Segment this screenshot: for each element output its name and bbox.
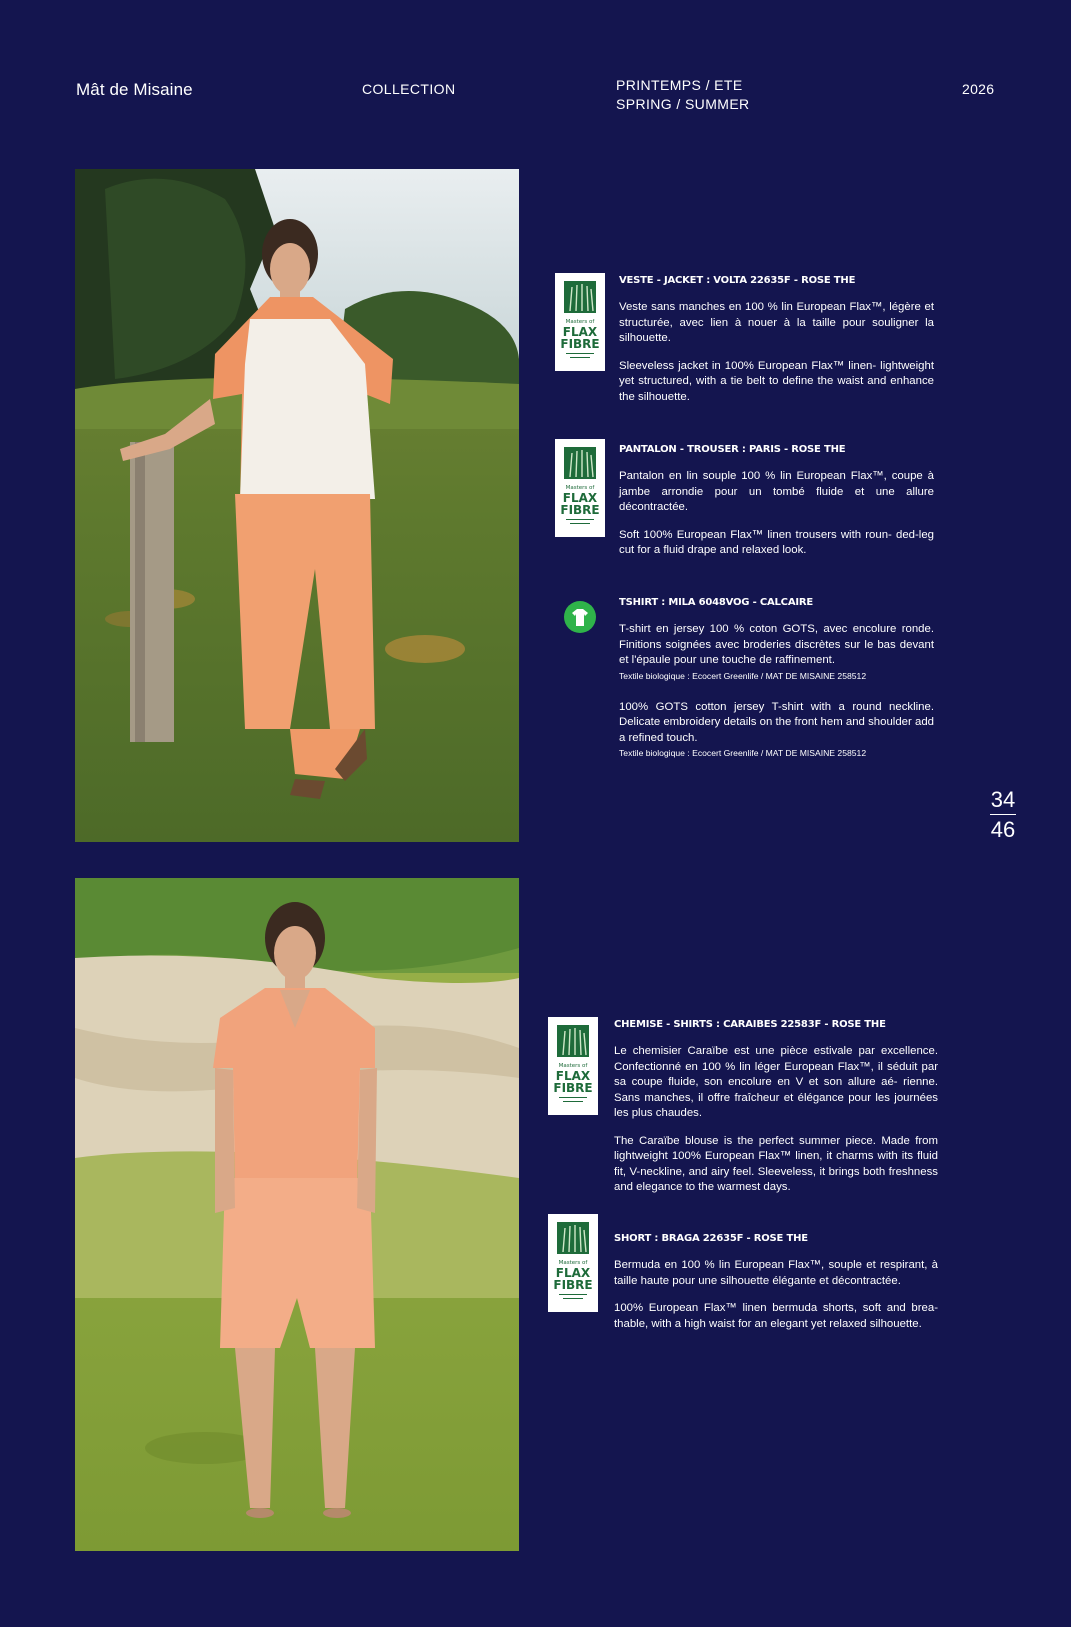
season-label <box>616 76 750 114</box>
brand-name: Mât de Misaine <box>76 80 193 99</box>
flax-line3: FIBRE <box>553 1081 593 1095</box>
page-total: 46 <box>990 817 1016 842</box>
product-description-en: 100% GOTS cotton jersey T-shirt with a round neckline. Delicate embroidery details on the front hem and shoulder add a refined touch. <box>619 700 934 744</box>
flax-fibre-icon <box>560 445 600 531</box>
certification-note-fr: Textile biologique : Ecocert Greenlife / MAT DE MISAINE 258512 <box>619 670 867 681</box>
product-description-en: 100% European Flax™ linen bermuda shorts, soft and brea- thable, with a high waist for an elegant yet relaxed silhouette. <box>614 1302 938 1330</box>
flax-line1: Masters of <box>565 485 595 491</box>
flax-line3: FIBRE <box>553 1278 593 1292</box>
page-number <box>990 787 1016 842</box>
product-tshirt <box>619 597 934 777</box>
page-current: 34 <box>990 787 1016 812</box>
product-title: PANTALON - TROUSER : PARIS - ROSE THE <box>619 444 846 455</box>
flax-line1: Masters of <box>565 319 595 325</box>
flax-fibre-icon <box>553 1023 593 1109</box>
flax-fibre-icon <box>553 1220 593 1306</box>
flax-line1: Masters of <box>558 1063 588 1069</box>
flax-line2: FLAX <box>562 325 598 339</box>
product-title: VESTE - JACKET : VOLTA 22635F - ROSE THE <box>619 275 856 286</box>
collection-label: COLLECTION <box>362 81 456 97</box>
flax-line2: FLAX <box>562 491 598 505</box>
season-en: SPRING / SUMMER <box>616 96 750 112</box>
season-fr: PRINTEMPS / ETE <box>616 77 743 93</box>
flax-fibre-logo <box>555 273 605 371</box>
product-description-fr: T-shirt en jersey 100 % coton GOTS, avec encolure ronde. Finitions soignées avec broderies discrètes sur le bas devant et l'épaule pour une touche de raffinement. <box>619 623 934 666</box>
product-description-en: Sleeveless jacket in 100% European Flax™ linen- lightweight yet structured, with a tie belt to define the waist and enhance the silhouette. <box>619 359 934 403</box>
flax-fibre-logo <box>548 1214 598 1312</box>
flax-fibre-logo <box>548 1017 598 1115</box>
product-trousers <box>619 444 934 571</box>
flax-line2: FLAX <box>555 1069 591 1083</box>
gots-icon <box>564 601 596 633</box>
product-description-fr: Pantalon en lin souple 100 % lin European Flax™, coupe à jambe arrondie pour un tombé fluide et une allure décontractée. <box>619 470 934 513</box>
product-short <box>614 1233 938 1344</box>
page-header <box>0 0 1071 130</box>
product-title: TSHIRT : MILA 6048VOG - CALCAIRE <box>619 597 814 608</box>
product-description-fr: Le chemisier Caraïbe est une pièce estivale par excellence. Confectionné en 100 % lin léger European Flax™, il séduit par sa coupe fluide, son encolure en V et son allure aé- rienne. Sans manches, il offre fraîcheur et élégance pour les journées les plus chaudes. <box>614 1045 938 1119</box>
photo-look-1 <box>75 169 519 842</box>
flax-fibre-icon <box>560 279 600 365</box>
product-description-en: The Caraïbe blouse is the perfect summer piece. Made from lightweight 100% European Flax™ linen, it charms with its fluid fit, V-neckline, and airy feel. Sleeveless, it brings both freshness and elegance to the warmest days. <box>614 1134 938 1193</box>
product-description-fr: Veste sans manches en 100 % lin European Flax™, légère et structurée, avec lien à nouer à la taille pour souligner la silhouette. <box>619 301 934 344</box>
photo-look-2 <box>75 878 519 1551</box>
flax-line3: FIBRE <box>560 337 600 351</box>
product-title: SHORT : BRAGA 22635F - ROSE THE <box>614 1233 808 1244</box>
year-label: 2026 <box>962 81 995 97</box>
flax-line1: Masters of <box>558 1260 588 1266</box>
certification-note-en: Textile biologique : Ecocert Greenlife / MAT DE MISAINE 258512 <box>619 748 867 758</box>
product-title: CHEMISE - SHIRTS : CARAIBES 22583F - ROSE THE <box>614 1019 886 1030</box>
product-description-fr: Bermuda en 100 % lin European Flax™, souple et respirant, à taille haute pour une silhouette élégante et décontractée. <box>614 1259 938 1287</box>
flax-line2: FLAX <box>555 1266 591 1280</box>
flax-fibre-logo <box>555 439 605 537</box>
page-number-divider <box>990 814 1016 815</box>
product-description-en: Soft 100% European Flax™ linen trousers with roun- ded-leg cut for a fluid drape and relaxed look. <box>619 528 934 556</box>
product-jacket <box>619 275 934 417</box>
product-shirt <box>614 1019 938 1208</box>
flax-line3: FIBRE <box>560 503 600 517</box>
